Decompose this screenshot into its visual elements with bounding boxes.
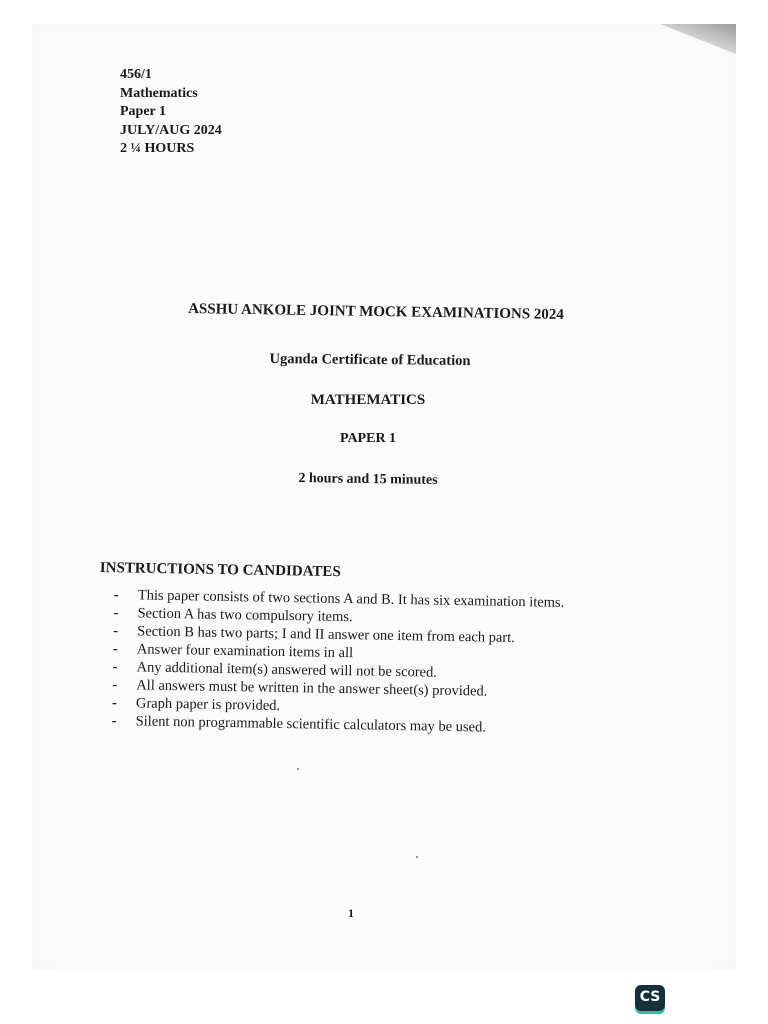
bullet-dash: - [112,640,118,658]
scan-speck [297,768,299,770]
instruction-text: Graph paper is provided. [135,695,281,714]
bullet-dash: - [111,712,117,730]
bullet-dash: - [113,604,119,622]
paper-title: PAPER 1 [339,431,397,446]
page-number: 1 [348,906,354,920]
scanned-page [32,24,736,970]
camscanner-logo-icon: CS [635,985,665,1011]
instruction-text: Silent non programmable scientific calculators may be used. [135,713,487,736]
instruction-text: Answer four examination items in all [136,641,354,662]
instruction-text: This paper consists of two sections A and B. It has six examination items. [137,587,565,611]
instructions-heading: INSTRUCTIONS TO CANDIDATES [99,560,341,581]
instruction-text: All answers must be written in the answer sheet(s) provided. [136,677,488,700]
duration-title: 2 hours and 15 minutes [298,471,438,488]
bullet-dash: - [111,694,117,712]
paper-number: Paper 1 [120,104,167,119]
paper-session: JULY/AUG 2024 [120,122,222,138]
bullet-dash: - [113,586,119,604]
paper-code: 456/1 [120,67,152,82]
paper-hours: 2 ¼ HOURS [120,141,195,156]
paper-header [120,66,222,159]
instruction-text: Section A has two compulsory items. [137,605,353,626]
subject-title: MATHEMATICS [310,392,426,408]
scan-speck [416,856,418,858]
bullet-dash: - [112,676,118,694]
instruction-text: Any additional item(s) answered will not be scored. [136,659,438,681]
bullet-dash: - [112,658,118,676]
exam-title: ASSHU ANKOLE JOINT MOCK EXAMINATIONS 2024 [188,301,564,323]
paper-subject: Mathematics [120,85,198,101]
instructions-list [111,586,673,740]
certificate-title: Uganda Certificate of Education [269,350,471,370]
bullet-dash: - [113,622,119,640]
instruction-text: Section B has two parts; I and II answer one item from each part. [137,623,515,647]
